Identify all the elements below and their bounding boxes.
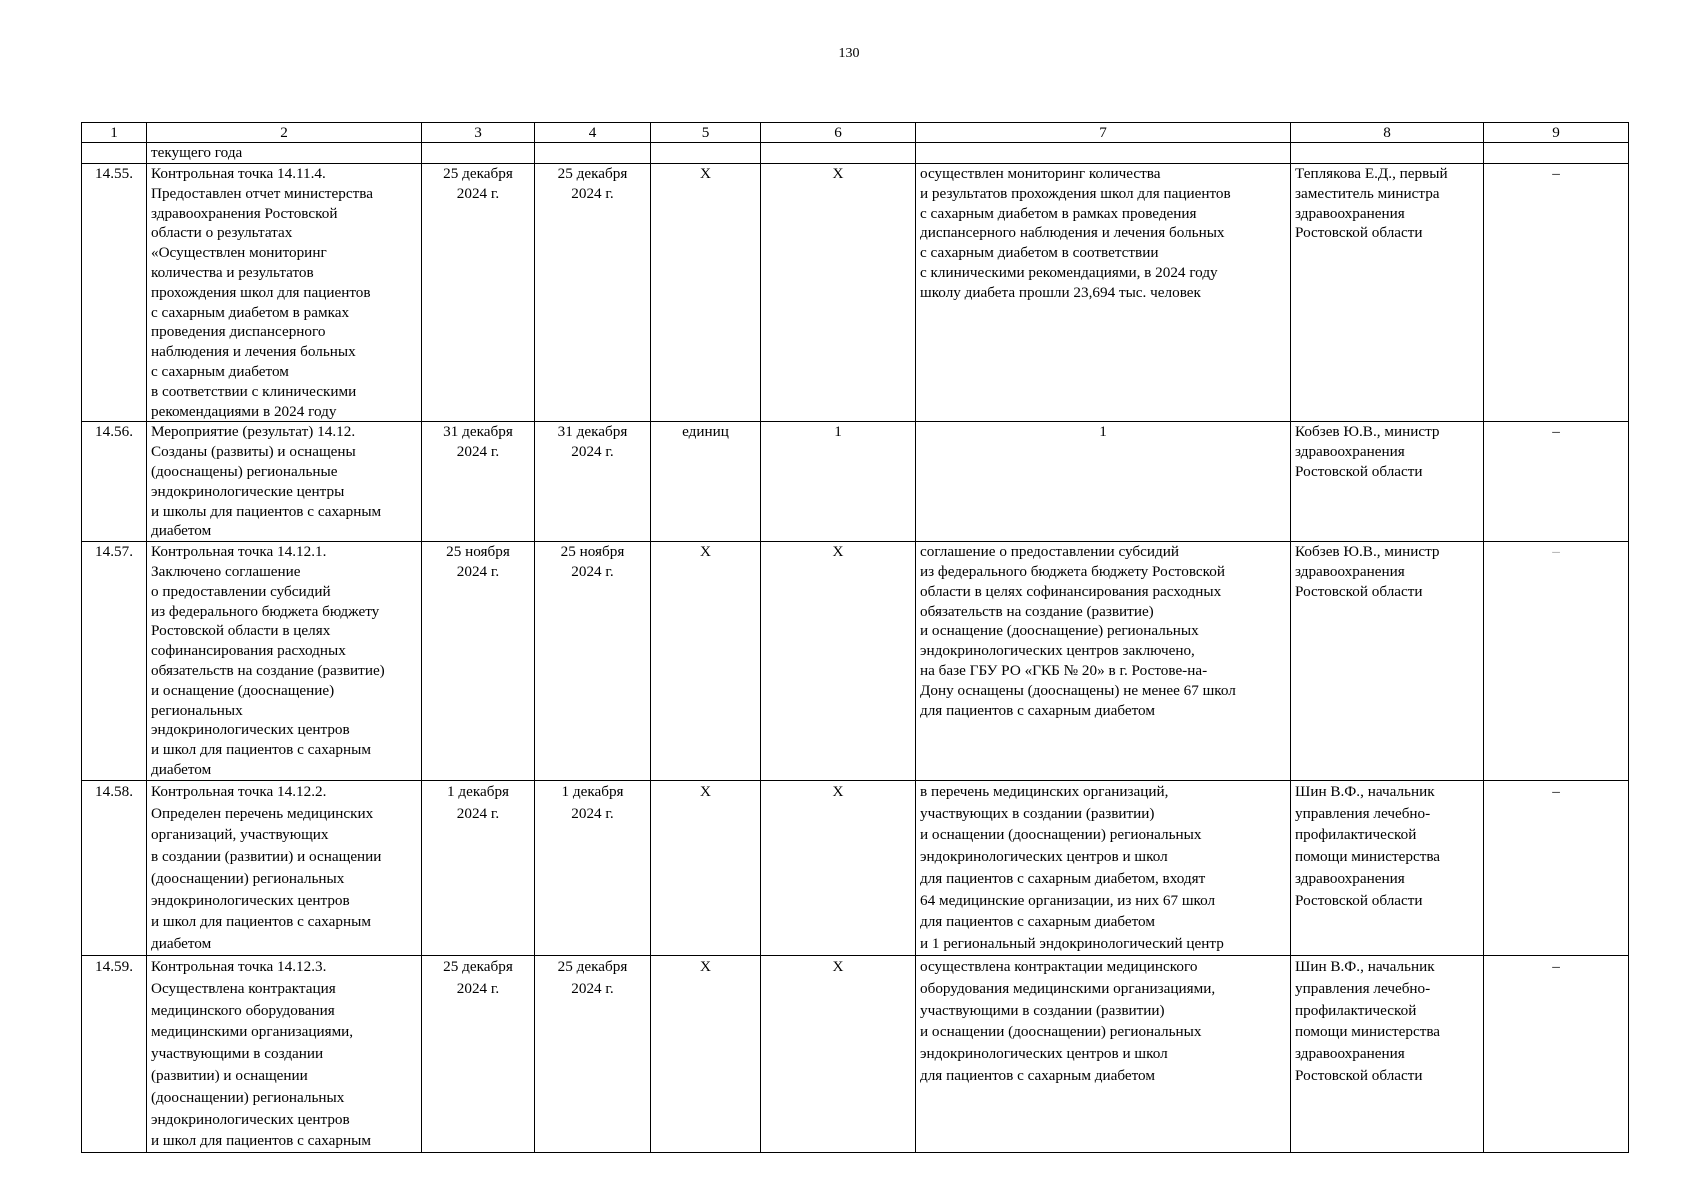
result-description: в перечень медицинских организаций, участвующих в создании (развитии) и оснащении (дооснащении) региональных эндокринологических центров и школ для пациентов с сахарным диабетом, входят 64 медицинские организации, из них 67 школ для пациентов с сахарным диабетом и 1 региональный эндокринологический центр — [916, 780, 1291, 955]
responsible-person: Шин В.Ф., начальник управления лечебно- профилактической помощи министерства здравоохранения Ростовской области — [1291, 780, 1484, 955]
actual-date: 25 декабря 2024 г. — [535, 956, 651, 1153]
event-description: Мероприятие (результат) 14.12. Созданы (развиты) и оснащены (дооснащены) региональные эндокринологические центры и школы для пациентов с сахарным диабетом — [147, 422, 422, 542]
column-header: 1 — [82, 123, 147, 143]
planned-date: 25 декабря 2024 г. — [422, 956, 535, 1153]
table-row — [82, 780, 1629, 955]
table-cell — [1484, 143, 1629, 164]
continuation-row — [82, 143, 1629, 164]
actual-date: 25 декабря 2024 г. — [535, 164, 651, 422]
column-header: 7 — [916, 123, 1291, 143]
result-description: соглашение о предоставлении субсидий из федерального бюджета бюджету Ростовской области в целях софинансирования расходных обязательств на создание (развитие) и оснащение (дооснащение) региональных эндокринологических центров заключено, на базе ГБУ РО «ГКБ № 20» в г. Ростове-на- Дону оснащены (дооснащены) не менее 67 школ для пациентов с сахарным диабетом — [916, 542, 1291, 781]
event-description: Контрольная точка 14.12.3. Осуществлена контрактация медицинского оборудования медицинскими организациями, участвующими в создании (развитии) и оснащении (дооснащении) региональных эндокринологических центров и школ для пациентов с сахарным — [147, 956, 422, 1153]
planned-date: 1 декабря 2024 г. — [422, 780, 535, 955]
note-cell: – — [1484, 956, 1629, 1153]
planned-value: 1 — [761, 422, 916, 542]
table-row — [82, 422, 1629, 542]
table-cell — [916, 143, 1291, 164]
table-row — [82, 542, 1629, 781]
planned-date: 31 декабря 2024 г. — [422, 422, 535, 542]
event-description: Контрольная точка 14.12.1. Заключено соглашение о предоставлении субсидий из федерального бюджета бюджету Ростовской области в целях софинансирования расходных обязательств на создание (развитие) и оснащение (дооснащение) региональных эндокринологических центров и школ для пациентов с сахарным диабетом — [147, 542, 422, 781]
column-header: 2 — [147, 123, 422, 143]
column-header: 9 — [1484, 123, 1629, 143]
actual-date: 31 декабря 2024 г. — [535, 422, 651, 542]
planned-value: Х — [761, 542, 916, 781]
planned-value: Х — [761, 164, 916, 422]
planned-date: 25 декабря 2024 г. — [422, 164, 535, 422]
table-cell — [761, 143, 916, 164]
report-table — [81, 122, 1629, 1153]
responsible-person: Кобзев Ю.В., министр здравоохранения Ростовской области — [1291, 542, 1484, 781]
column-header: 6 — [761, 123, 916, 143]
row-number: 14.56. — [82, 422, 147, 542]
table-cell: текущего года — [147, 143, 422, 164]
column-header: 5 — [651, 123, 761, 143]
row-number: 14.57. — [82, 542, 147, 781]
event-description: Контрольная точка 14.12.2. Определен перечень медицинских организаций, участвующих в создании (развитии) и оснащении (дооснащении) региональных эндокринологических центров и школ для пациентов с сахарным диабетом — [147, 780, 422, 955]
note-cell: – — [1484, 542, 1629, 781]
column-header: 3 — [422, 123, 535, 143]
unit-cell: Х — [651, 956, 761, 1153]
table-cell — [651, 143, 761, 164]
responsible-person: Шин В.Ф., начальник управления лечебно- профилактической помощи министерства здравоохранения Ростовской области — [1291, 956, 1484, 1153]
table-row — [82, 164, 1629, 422]
note-cell: – — [1484, 780, 1629, 955]
row-number: 14.59. — [82, 956, 147, 1153]
table-cell — [535, 143, 651, 164]
note-cell: – — [1484, 164, 1629, 422]
table-cell — [422, 143, 535, 164]
planned-value: Х — [761, 956, 916, 1153]
actual-date: 25 ноября 2024 г. — [535, 542, 651, 781]
result-description: осуществлен мониторинг количества и результатов прохождения школ для пациентов с сахарным диабетом в рамках проведения диспансерного наблюдения и лечения больных с сахарным диабетом в соответствии с клиническими рекомендациями, в 2024 году школу диабета прошли 23,694 тыс. человек — [916, 164, 1291, 422]
responsible-person: Теплякова Е.Д., первый заместитель министра здравоохранения Ростовской области — [1291, 164, 1484, 422]
event-description: Контрольная точка 14.11.4. Предоставлен отчет министерства здравоохранения Ростовской области о результатах «Осуществлен мониторинг количества и результатов прохождения школ для пациентов с сахарным диабетом в рамках проведения диспансерного наблюдения и лечения больных с сахарным диабетом в соответствии с клиническими рекомендациями в 2024 году — [147, 164, 422, 422]
row-number: 14.55. — [82, 164, 147, 422]
result-description: 1 — [916, 422, 1291, 542]
table-header-row — [82, 123, 1629, 143]
planned-date: 25 ноября 2024 г. — [422, 542, 535, 781]
planned-value: Х — [761, 780, 916, 955]
result-description: осуществлена контрактации медицинского оборудования медицинскими организациями, участвующими в создании (развитии) и оснащении (дооснащении) региональных эндокринологических центров и школ для пациентов с сахарным диабетом — [916, 956, 1291, 1153]
column-header: 4 — [535, 123, 651, 143]
table-row — [82, 956, 1629, 1153]
responsible-person: Кобзев Ю.В., министр здравоохранения Ростовской области — [1291, 422, 1484, 542]
note-cell: – — [1484, 422, 1629, 542]
table-cell — [82, 143, 147, 164]
row-number: 14.58. — [82, 780, 147, 955]
column-header: 8 — [1291, 123, 1484, 143]
unit-cell: Х — [651, 542, 761, 781]
unit-cell: Х — [651, 780, 761, 955]
table-cell — [1291, 143, 1484, 164]
unit-cell: Х — [651, 164, 761, 422]
unit-cell: единиц — [651, 422, 761, 542]
actual-date: 1 декабря 2024 г. — [535, 780, 651, 955]
page-number: 130 — [838, 46, 860, 61]
